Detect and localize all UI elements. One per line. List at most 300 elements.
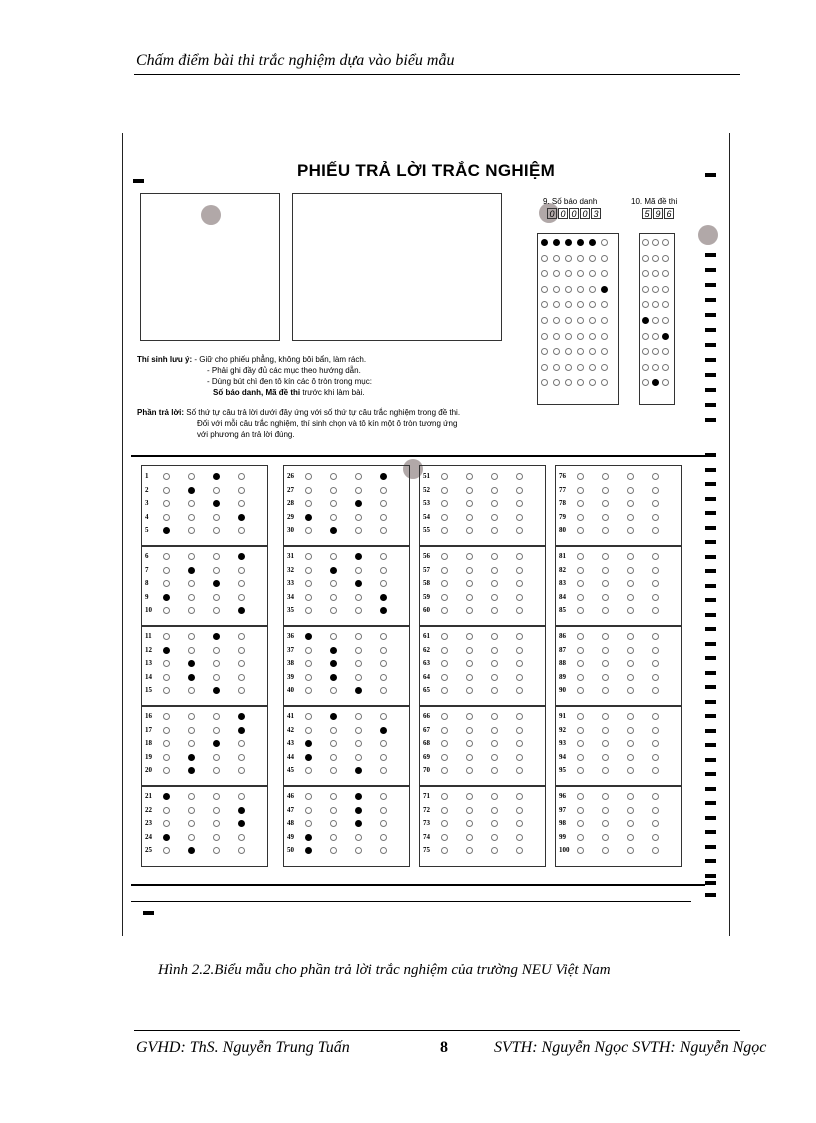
empty-bubble[interactable]	[163, 607, 170, 614]
empty-bubble[interactable]	[627, 807, 634, 814]
empty-bubble[interactable]	[355, 727, 362, 734]
empty-bubble[interactable]	[238, 740, 245, 747]
empty-bubble[interactable]	[652, 500, 659, 507]
empty-bubble[interactable]	[441, 754, 448, 761]
empty-bubble[interactable]	[163, 500, 170, 507]
empty-bubble[interactable]	[516, 674, 523, 681]
empty-bubble[interactable]	[213, 807, 220, 814]
empty-bubble[interactable]	[380, 793, 387, 800]
filled-bubble[interactable]	[305, 514, 312, 521]
empty-bubble[interactable]	[627, 727, 634, 734]
empty-bubble[interactable]	[602, 820, 609, 827]
empty-bubble[interactable]	[602, 527, 609, 534]
empty-bubble[interactable]	[627, 793, 634, 800]
empty-bubble[interactable]	[652, 473, 659, 480]
filled-bubble[interactable]	[330, 660, 337, 667]
empty-bubble[interactable]	[565, 286, 572, 293]
empty-bubble[interactable]	[627, 834, 634, 841]
empty-bubble[interactable]	[541, 317, 548, 324]
empty-bubble[interactable]	[491, 473, 498, 480]
empty-bubble[interactable]	[652, 364, 659, 371]
empty-bubble[interactable]	[330, 754, 337, 761]
filled-bubble[interactable]	[601, 286, 608, 293]
empty-bubble[interactable]	[441, 727, 448, 734]
empty-bubble[interactable]	[380, 754, 387, 761]
filled-bubble[interactable]	[238, 727, 245, 734]
filled-bubble[interactable]	[355, 580, 362, 587]
empty-bubble[interactable]	[441, 647, 448, 654]
empty-bubble[interactable]	[662, 286, 669, 293]
empty-bubble[interactable]	[466, 834, 473, 841]
empty-bubble[interactable]	[602, 580, 609, 587]
empty-bubble[interactable]	[380, 633, 387, 640]
empty-bubble[interactable]	[188, 553, 195, 560]
empty-bubble[interactable]	[380, 674, 387, 681]
empty-bubble[interactable]	[553, 364, 560, 371]
empty-bubble[interactable]	[491, 607, 498, 614]
empty-bubble[interactable]	[627, 713, 634, 720]
filled-bubble[interactable]	[355, 793, 362, 800]
empty-bubble[interactable]	[652, 567, 659, 574]
empty-bubble[interactable]	[516, 754, 523, 761]
empty-bubble[interactable]	[330, 834, 337, 841]
empty-bubble[interactable]	[238, 754, 245, 761]
empty-bubble[interactable]	[577, 807, 584, 814]
filled-bubble[interactable]	[163, 834, 170, 841]
empty-bubble[interactable]	[355, 567, 362, 574]
filled-bubble[interactable]	[163, 793, 170, 800]
empty-bubble[interactable]	[516, 567, 523, 574]
empty-bubble[interactable]	[602, 847, 609, 854]
filled-bubble[interactable]	[662, 333, 669, 340]
empty-bubble[interactable]	[602, 727, 609, 734]
empty-bubble[interactable]	[380, 807, 387, 814]
empty-bubble[interactable]	[491, 514, 498, 521]
empty-bubble[interactable]	[516, 807, 523, 814]
empty-bubble[interactable]	[652, 660, 659, 667]
empty-bubble[interactable]	[491, 487, 498, 494]
filled-bubble[interactable]	[305, 740, 312, 747]
empty-bubble[interactable]	[652, 633, 659, 640]
empty-bubble[interactable]	[238, 674, 245, 681]
empty-bubble[interactable]	[652, 514, 659, 521]
empty-bubble[interactable]	[652, 553, 659, 560]
empty-bubble[interactable]	[188, 740, 195, 747]
filled-bubble[interactable]	[355, 820, 362, 827]
empty-bubble[interactable]	[652, 607, 659, 614]
empty-bubble[interactable]	[642, 286, 649, 293]
empty-bubble[interactable]	[188, 580, 195, 587]
empty-bubble[interactable]	[577, 647, 584, 654]
empty-bubble[interactable]	[380, 553, 387, 560]
empty-bubble[interactable]	[541, 255, 548, 262]
empty-bubble[interactable]	[516, 527, 523, 534]
filled-bubble[interactable]	[238, 820, 245, 827]
empty-bubble[interactable]	[213, 754, 220, 761]
filled-bubble[interactable]	[355, 553, 362, 560]
empty-bubble[interactable]	[601, 333, 608, 340]
empty-bubble[interactable]	[577, 364, 584, 371]
empty-bubble[interactable]	[652, 527, 659, 534]
empty-bubble[interactable]	[188, 527, 195, 534]
empty-bubble[interactable]	[662, 317, 669, 324]
empty-bubble[interactable]	[163, 580, 170, 587]
filled-bubble[interactable]	[213, 580, 220, 587]
empty-bubble[interactable]	[491, 674, 498, 681]
empty-bubble[interactable]	[516, 647, 523, 654]
empty-bubble[interactable]	[188, 594, 195, 601]
empty-bubble[interactable]	[305, 580, 312, 587]
empty-bubble[interactable]	[652, 847, 659, 854]
empty-bubble[interactable]	[213, 487, 220, 494]
empty-bubble[interactable]	[305, 553, 312, 560]
filled-bubble[interactable]	[238, 607, 245, 614]
filled-bubble[interactable]	[380, 594, 387, 601]
empty-bubble[interactable]	[330, 820, 337, 827]
empty-bubble[interactable]	[577, 713, 584, 720]
empty-bubble[interactable]	[188, 473, 195, 480]
filled-bubble[interactable]	[330, 647, 337, 654]
empty-bubble[interactable]	[305, 500, 312, 507]
empty-bubble[interactable]	[602, 674, 609, 681]
empty-bubble[interactable]	[491, 687, 498, 694]
empty-bubble[interactable]	[441, 527, 448, 534]
empty-bubble[interactable]	[565, 333, 572, 340]
empty-bubble[interactable]	[330, 500, 337, 507]
empty-bubble[interactable]	[213, 847, 220, 854]
empty-bubble[interactable]	[565, 364, 572, 371]
empty-bubble[interactable]	[652, 647, 659, 654]
empty-bubble[interactable]	[238, 834, 245, 841]
empty-bubble[interactable]	[642, 239, 649, 246]
empty-bubble[interactable]	[213, 834, 220, 841]
empty-bubble[interactable]	[380, 713, 387, 720]
empty-bubble[interactable]	[188, 807, 195, 814]
empty-bubble[interactable]	[589, 333, 596, 340]
empty-bubble[interactable]	[601, 364, 608, 371]
empty-bubble[interactable]	[541, 286, 548, 293]
empty-bubble[interactable]	[441, 740, 448, 747]
empty-bubble[interactable]	[491, 633, 498, 640]
empty-bubble[interactable]	[652, 820, 659, 827]
empty-bubble[interactable]	[380, 567, 387, 574]
empty-bubble[interactable]	[330, 580, 337, 587]
empty-bubble[interactable]	[305, 727, 312, 734]
empty-bubble[interactable]	[652, 740, 659, 747]
empty-bubble[interactable]	[602, 633, 609, 640]
empty-bubble[interactable]	[642, 333, 649, 340]
empty-bubble[interactable]	[441, 713, 448, 720]
empty-bubble[interactable]	[188, 514, 195, 521]
empty-bubble[interactable]	[577, 567, 584, 574]
empty-bubble[interactable]	[441, 514, 448, 521]
empty-bubble[interactable]	[577, 594, 584, 601]
empty-bubble[interactable]	[516, 633, 523, 640]
empty-bubble[interactable]	[355, 847, 362, 854]
empty-bubble[interactable]	[441, 767, 448, 774]
empty-bubble[interactable]	[577, 660, 584, 667]
empty-bubble[interactable]	[466, 553, 473, 560]
empty-bubble[interactable]	[602, 473, 609, 480]
empty-bubble[interactable]	[602, 807, 609, 814]
filled-bubble[interactable]	[213, 633, 220, 640]
filled-bubble[interactable]	[163, 527, 170, 534]
empty-bubble[interactable]	[627, 633, 634, 640]
empty-bubble[interactable]	[652, 239, 659, 246]
empty-bubble[interactable]	[238, 594, 245, 601]
empty-bubble[interactable]	[466, 660, 473, 667]
empty-bubble[interactable]	[577, 553, 584, 560]
empty-bubble[interactable]	[491, 727, 498, 734]
filled-bubble[interactable]	[188, 767, 195, 774]
empty-bubble[interactable]	[602, 607, 609, 614]
empty-bubble[interactable]	[163, 514, 170, 521]
empty-bubble[interactable]	[330, 607, 337, 614]
empty-bubble[interactable]	[652, 713, 659, 720]
empty-bubble[interactable]	[330, 727, 337, 734]
empty-bubble[interactable]	[516, 820, 523, 827]
empty-bubble[interactable]	[355, 514, 362, 521]
filled-bubble[interactable]	[577, 239, 584, 246]
empty-bubble[interactable]	[441, 594, 448, 601]
empty-bubble[interactable]	[305, 793, 312, 800]
empty-bubble[interactable]	[355, 473, 362, 480]
empty-bubble[interactable]	[330, 514, 337, 521]
empty-bubble[interactable]	[380, 820, 387, 827]
empty-bubble[interactable]	[330, 473, 337, 480]
empty-bubble[interactable]	[577, 473, 584, 480]
empty-bubble[interactable]	[305, 820, 312, 827]
empty-bubble[interactable]	[466, 580, 473, 587]
empty-bubble[interactable]	[213, 567, 220, 574]
empty-bubble[interactable]	[466, 754, 473, 761]
empty-bubble[interactable]	[466, 687, 473, 694]
empty-bubble[interactable]	[380, 834, 387, 841]
empty-bubble[interactable]	[516, 793, 523, 800]
empty-bubble[interactable]	[652, 687, 659, 694]
empty-bubble[interactable]	[305, 567, 312, 574]
empty-bubble[interactable]	[466, 767, 473, 774]
filled-bubble[interactable]	[642, 317, 649, 324]
empty-bubble[interactable]	[163, 473, 170, 480]
empty-bubble[interactable]	[627, 847, 634, 854]
filled-bubble[interactable]	[238, 553, 245, 560]
empty-bubble[interactable]	[541, 333, 548, 340]
empty-bubble[interactable]	[441, 580, 448, 587]
empty-bubble[interactable]	[213, 607, 220, 614]
filled-bubble[interactable]	[213, 473, 220, 480]
empty-bubble[interactable]	[163, 633, 170, 640]
empty-bubble[interactable]	[602, 793, 609, 800]
empty-bubble[interactable]	[491, 754, 498, 761]
empty-bubble[interactable]	[516, 500, 523, 507]
empty-bubble[interactable]	[163, 767, 170, 774]
empty-bubble[interactable]	[305, 527, 312, 534]
filled-bubble[interactable]	[355, 767, 362, 774]
empty-bubble[interactable]	[188, 793, 195, 800]
empty-bubble[interactable]	[188, 727, 195, 734]
empty-bubble[interactable]	[355, 594, 362, 601]
empty-bubble[interactable]	[466, 647, 473, 654]
empty-bubble[interactable]	[491, 500, 498, 507]
empty-bubble[interactable]	[491, 594, 498, 601]
filled-bubble[interactable]	[305, 633, 312, 640]
empty-bubble[interactable]	[642, 364, 649, 371]
empty-bubble[interactable]	[601, 317, 608, 324]
empty-bubble[interactable]	[466, 607, 473, 614]
empty-bubble[interactable]	[163, 713, 170, 720]
empty-bubble[interactable]	[577, 286, 584, 293]
empty-bubble[interactable]	[577, 727, 584, 734]
empty-bubble[interactable]	[238, 793, 245, 800]
empty-bubble[interactable]	[238, 580, 245, 587]
empty-bubble[interactable]	[627, 820, 634, 827]
empty-bubble[interactable]	[652, 767, 659, 774]
empty-bubble[interactable]	[305, 660, 312, 667]
empty-bubble[interactable]	[565, 255, 572, 262]
filled-bubble[interactable]	[238, 514, 245, 521]
empty-bubble[interactable]	[213, 514, 220, 521]
empty-bubble[interactable]	[516, 473, 523, 480]
empty-bubble[interactable]	[163, 820, 170, 827]
empty-bubble[interactable]	[627, 740, 634, 747]
empty-bubble[interactable]	[577, 847, 584, 854]
empty-bubble[interactable]	[355, 674, 362, 681]
empty-bubble[interactable]	[305, 647, 312, 654]
filled-bubble[interactable]	[188, 754, 195, 761]
empty-bubble[interactable]	[577, 333, 584, 340]
empty-bubble[interactable]	[516, 580, 523, 587]
empty-bubble[interactable]	[238, 567, 245, 574]
empty-bubble[interactable]	[466, 847, 473, 854]
empty-bubble[interactable]	[516, 687, 523, 694]
empty-bubble[interactable]	[516, 847, 523, 854]
empty-bubble[interactable]	[577, 317, 584, 324]
empty-bubble[interactable]	[441, 687, 448, 694]
empty-bubble[interactable]	[516, 740, 523, 747]
empty-bubble[interactable]	[188, 500, 195, 507]
empty-bubble[interactable]	[380, 740, 387, 747]
filled-bubble[interactable]	[380, 473, 387, 480]
empty-bubble[interactable]	[466, 713, 473, 720]
empty-bubble[interactable]	[305, 807, 312, 814]
empty-bubble[interactable]	[441, 607, 448, 614]
empty-bubble[interactable]	[627, 767, 634, 774]
empty-bubble[interactable]	[238, 500, 245, 507]
filled-bubble[interactable]	[355, 807, 362, 814]
empty-bubble[interactable]	[466, 567, 473, 574]
filled-bubble[interactable]	[553, 239, 560, 246]
empty-bubble[interactable]	[652, 580, 659, 587]
empty-bubble[interactable]	[589, 255, 596, 262]
empty-bubble[interactable]	[577, 633, 584, 640]
empty-bubble[interactable]	[188, 713, 195, 720]
empty-bubble[interactable]	[491, 807, 498, 814]
empty-bubble[interactable]	[380, 767, 387, 774]
filled-bubble[interactable]	[188, 567, 195, 574]
empty-bubble[interactable]	[163, 754, 170, 761]
empty-bubble[interactable]	[355, 487, 362, 494]
empty-bubble[interactable]	[491, 553, 498, 560]
filled-bubble[interactable]	[188, 487, 195, 494]
empty-bubble[interactable]	[627, 487, 634, 494]
empty-bubble[interactable]	[441, 847, 448, 854]
empty-bubble[interactable]	[602, 834, 609, 841]
empty-bubble[interactable]	[355, 660, 362, 667]
filled-bubble[interactable]	[380, 727, 387, 734]
empty-bubble[interactable]	[213, 553, 220, 560]
empty-bubble[interactable]	[577, 487, 584, 494]
empty-bubble[interactable]	[627, 687, 634, 694]
empty-bubble[interactable]	[602, 740, 609, 747]
filled-bubble[interactable]	[541, 239, 548, 246]
empty-bubble[interactable]	[330, 807, 337, 814]
empty-bubble[interactable]	[355, 647, 362, 654]
empty-bubble[interactable]	[330, 633, 337, 640]
empty-bubble[interactable]	[163, 807, 170, 814]
empty-bubble[interactable]	[627, 647, 634, 654]
empty-bubble[interactable]	[491, 847, 498, 854]
empty-bubble[interactable]	[238, 660, 245, 667]
empty-bubble[interactable]	[466, 674, 473, 681]
empty-bubble[interactable]	[627, 660, 634, 667]
empty-bubble[interactable]	[602, 487, 609, 494]
empty-bubble[interactable]	[602, 687, 609, 694]
empty-bubble[interactable]	[491, 580, 498, 587]
empty-bubble[interactable]	[553, 286, 560, 293]
empty-bubble[interactable]	[652, 333, 659, 340]
empty-bubble[interactable]	[163, 487, 170, 494]
empty-bubble[interactable]	[238, 487, 245, 494]
filled-bubble[interactable]	[188, 660, 195, 667]
empty-bubble[interactable]	[577, 740, 584, 747]
empty-bubble[interactable]	[627, 594, 634, 601]
empty-bubble[interactable]	[163, 567, 170, 574]
empty-bubble[interactable]	[330, 687, 337, 694]
empty-bubble[interactable]	[163, 660, 170, 667]
empty-bubble[interactable]	[516, 727, 523, 734]
empty-bubble[interactable]	[491, 740, 498, 747]
filled-bubble[interactable]	[213, 687, 220, 694]
empty-bubble[interactable]	[589, 364, 596, 371]
empty-bubble[interactable]	[213, 713, 220, 720]
empty-bubble[interactable]	[330, 553, 337, 560]
empty-bubble[interactable]	[466, 633, 473, 640]
empty-bubble[interactable]	[642, 255, 649, 262]
empty-bubble[interactable]	[466, 527, 473, 534]
empty-bubble[interactable]	[380, 847, 387, 854]
empty-bubble[interactable]	[441, 473, 448, 480]
empty-bubble[interactable]	[213, 660, 220, 667]
empty-bubble[interactable]	[466, 727, 473, 734]
empty-bubble[interactable]	[188, 607, 195, 614]
empty-bubble[interactable]	[627, 527, 634, 534]
empty-bubble[interactable]	[602, 713, 609, 720]
empty-bubble[interactable]	[541, 364, 548, 371]
filled-bubble[interactable]	[163, 647, 170, 654]
filled-bubble[interactable]	[380, 607, 387, 614]
empty-bubble[interactable]	[627, 567, 634, 574]
empty-bubble[interactable]	[213, 727, 220, 734]
empty-bubble[interactable]	[577, 687, 584, 694]
empty-bubble[interactable]	[188, 633, 195, 640]
filled-bubble[interactable]	[238, 713, 245, 720]
empty-bubble[interactable]	[516, 594, 523, 601]
empty-bubble[interactable]	[441, 834, 448, 841]
empty-bubble[interactable]	[602, 754, 609, 761]
empty-bubble[interactable]	[441, 567, 448, 574]
empty-bubble[interactable]	[355, 740, 362, 747]
